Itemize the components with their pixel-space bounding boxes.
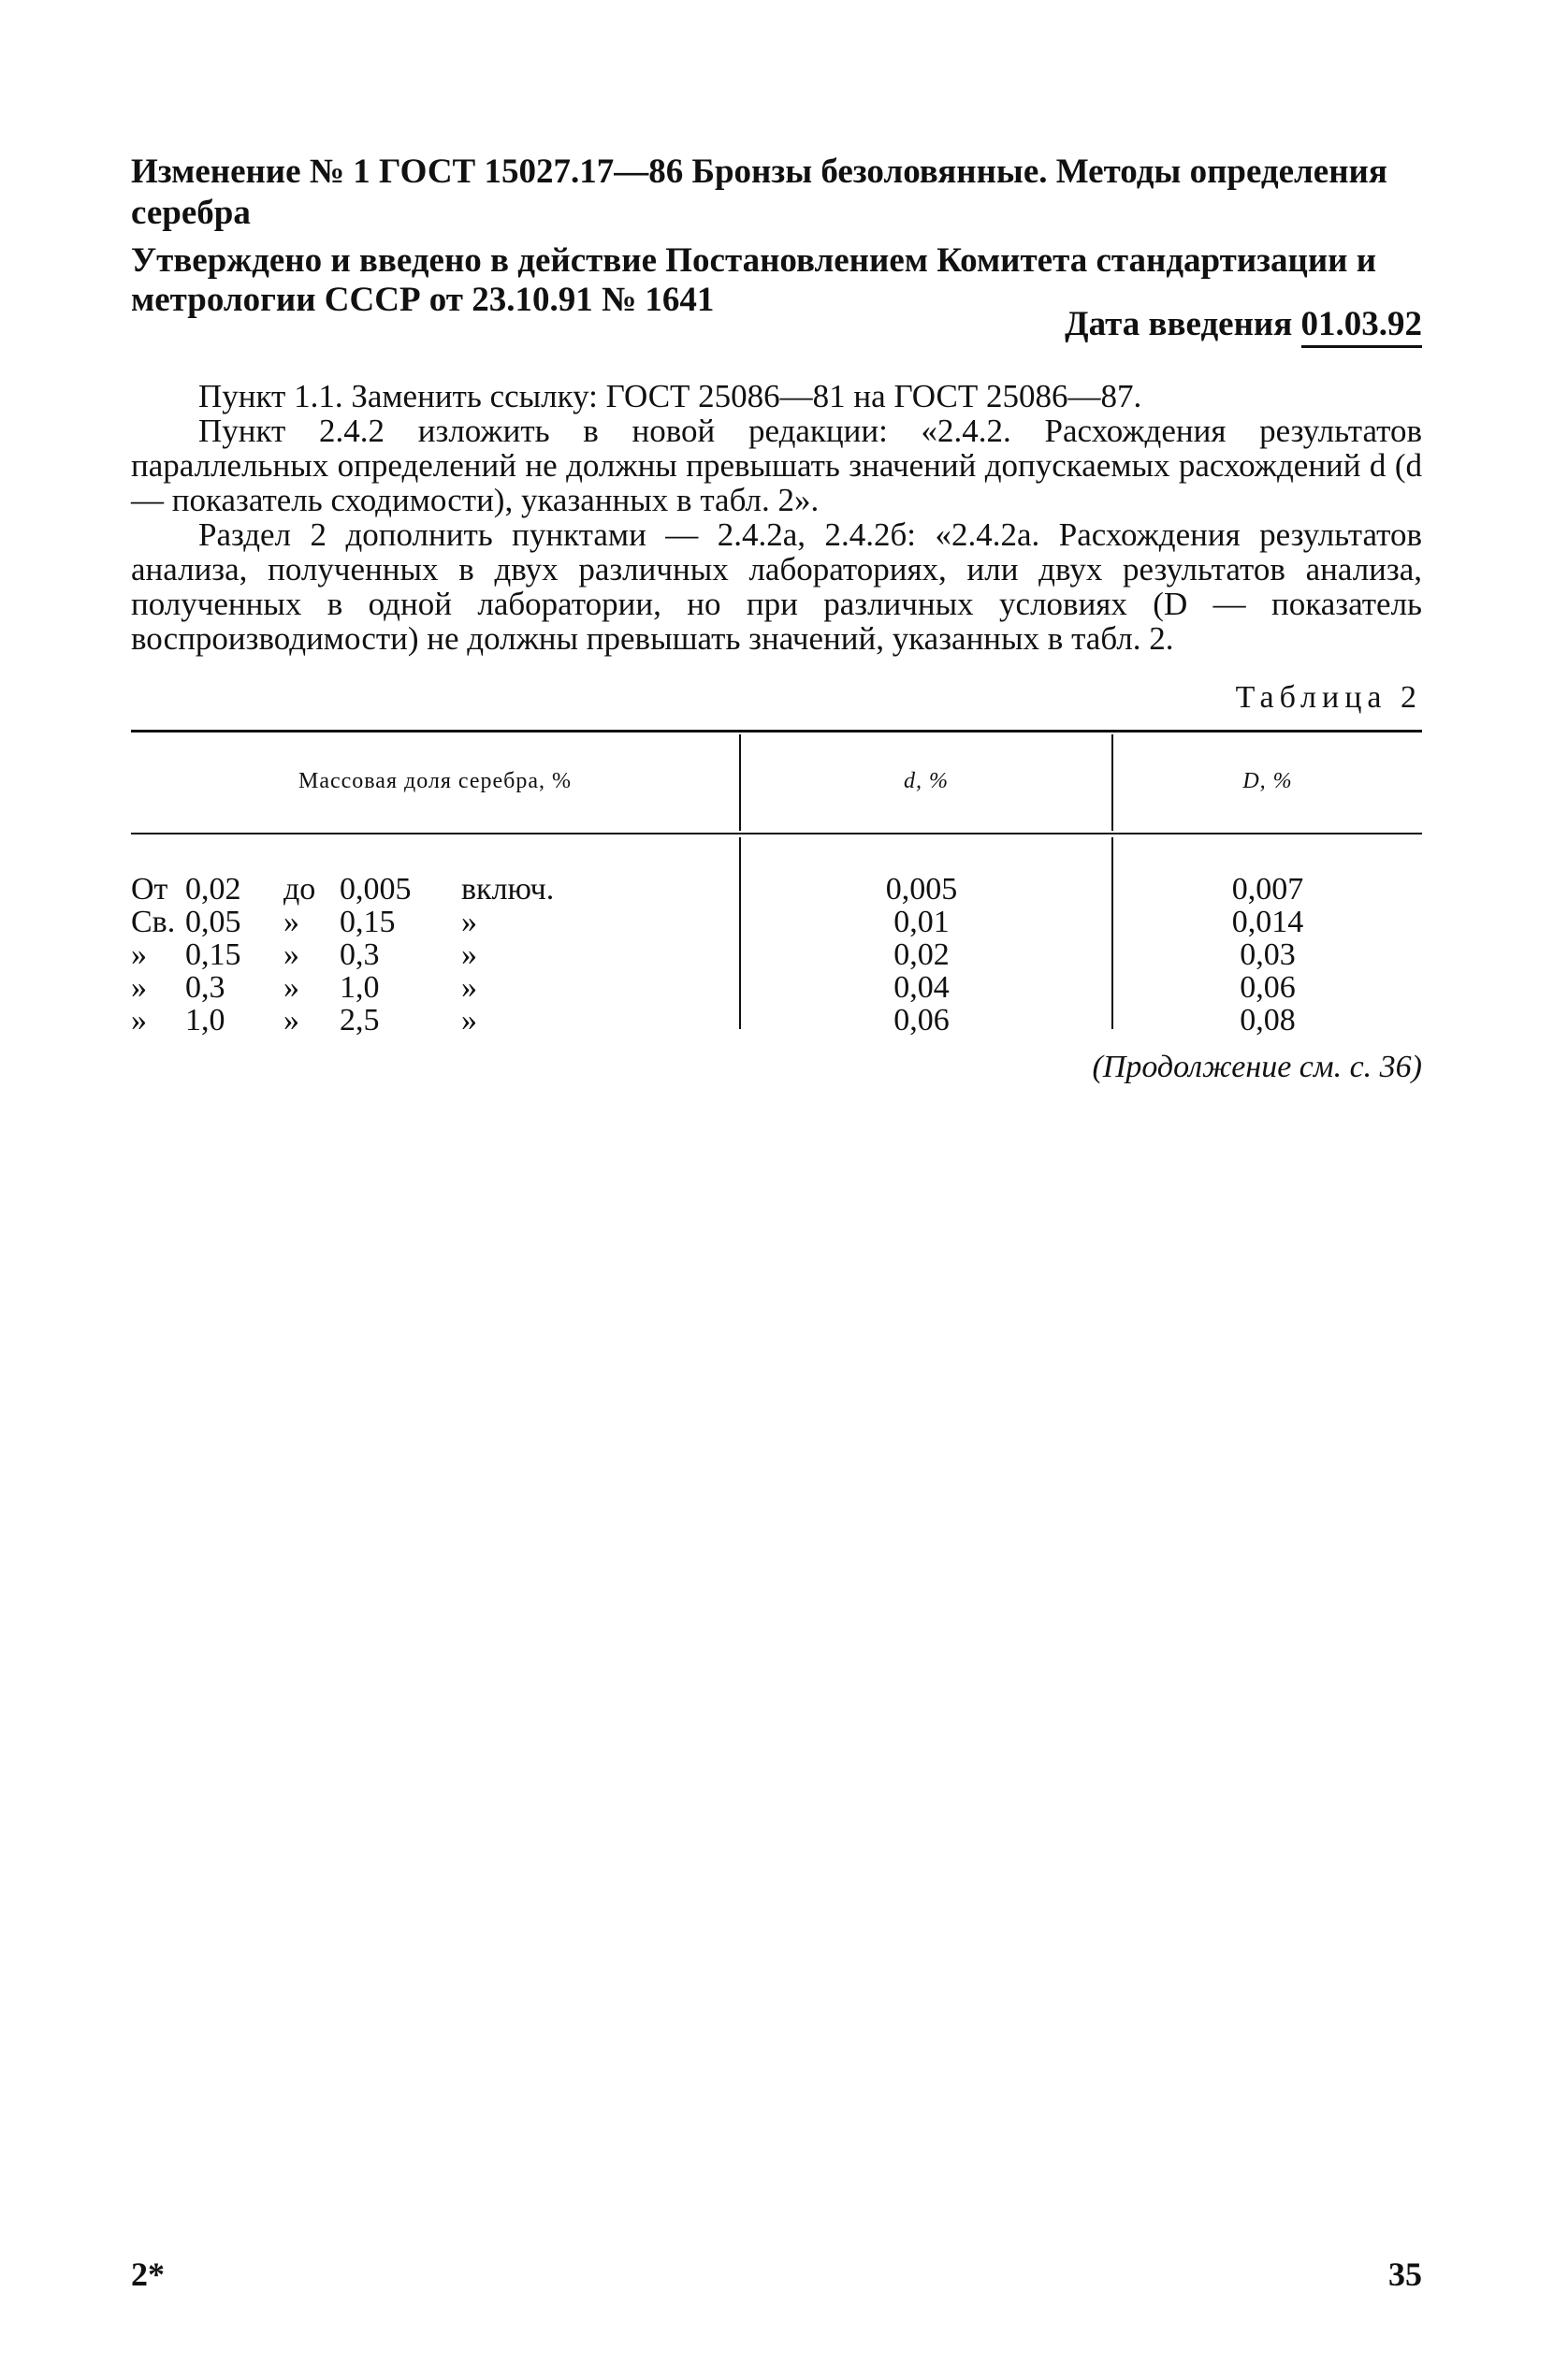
- range-sep: »: [283, 1003, 299, 1037]
- range-suffix: »: [461, 1003, 477, 1037]
- header-mass-fraction: Массовая доля серебра, %: [298, 769, 573, 793]
- table-top-rule: [131, 730, 1422, 733]
- range-from: 0,15: [185, 937, 241, 972]
- table-cell-D: 0,03: [1240, 937, 1296, 972]
- paragraph-3: Раздел 2 дополнить пунктами — 2.4.2а, 2.4.2б: «2.4.2а. Расхождения результатов анализа, полученных в двух различных лабораториях, или двух результатов анализа, полученных в одной лаборатории, но при различных условиях (D — показатель воспроизводимости) не должны превышать значений, указанных в табл. 2.: [131, 516, 1422, 657]
- range-sep: »: [283, 970, 299, 1005]
- table-cell-d: 0,06: [893, 1003, 950, 1037]
- range-from: 0,05: [185, 905, 241, 939]
- effective-date-value: 01.03.92: [1301, 305, 1423, 348]
- range-to: 0,15: [340, 905, 396, 939]
- table-row-range: [131, 907, 692, 938]
- range-suffix: »: [461, 937, 477, 972]
- document-title: Изменение № 1 ГОСТ 15027.17—86 Бронзы безоловянные. Методы определения серебра: [131, 152, 1387, 232]
- header-d: d, %: [904, 769, 949, 793]
- range-from: 1,0: [185, 1003, 225, 1037]
- table-row-range: [131, 1005, 692, 1037]
- range-to: 1,0: [340, 970, 380, 1005]
- table-cell-D: 0,08: [1240, 1003, 1296, 1037]
- amendment-body: [131, 379, 1422, 656]
- range-prefix: »: [131, 1003, 147, 1037]
- continuation-note: (Продолжение см. с. 36): [1092, 1050, 1422, 1084]
- range-sep: до: [283, 872, 316, 907]
- table-cell-D: 0,007: [1231, 872, 1304, 907]
- table-header-rule: [131, 833, 1422, 834]
- range-suffix: включ.: [461, 872, 555, 907]
- range-from: 0,02: [185, 872, 241, 907]
- page-number: 35: [1388, 2256, 1422, 2293]
- table-row-range: [131, 874, 692, 906]
- table-cell-d: 0,01: [893, 905, 950, 939]
- header-D: D, %: [1242, 769, 1293, 793]
- table-cell-D: 0,06: [1240, 970, 1296, 1005]
- range-sep: »: [283, 937, 299, 972]
- range-from: 0,3: [185, 970, 225, 1005]
- range-sep: »: [283, 905, 299, 939]
- paragraph-2: Пункт 2.4.2 изложить в новой редакции: «2.4.2. Расхождения результатов параллельных определений не должны превышать значений допускаемых расхождений d (d — показатель сходимости), указанных в табл. 2».: [131, 413, 1422, 518]
- paragraph-1: Пункт 1.1. Заменить ссылку: ГОСТ 25086—81 на ГОСТ 25086—87.: [198, 378, 1142, 414]
- table-cell-d: 0,005: [885, 872, 958, 907]
- range-suffix: »: [461, 905, 477, 939]
- range-to: 2,5: [340, 1003, 380, 1037]
- effective-date-label: Дата введения: [1065, 305, 1293, 343]
- range-prefix: От: [131, 872, 168, 907]
- effective-date: [131, 304, 1422, 345]
- table-cell-D: 0,014: [1231, 905, 1304, 939]
- table-row-range: [131, 972, 692, 1004]
- range-to: 0,005: [340, 872, 412, 907]
- table-cell-d: 0,02: [893, 937, 950, 972]
- table-row-range: [131, 939, 692, 971]
- table-label: Таблица 2: [1235, 680, 1422, 715]
- range-to: 0,3: [340, 937, 380, 972]
- range-prefix: »: [131, 970, 147, 1005]
- signature-mark: 2*: [131, 2256, 165, 2293]
- range-suffix: »: [461, 970, 477, 1005]
- range-prefix: Св.: [131, 905, 176, 939]
- approval-statement: Утверждено и введено в действие Постановлением Комитета стандартизации и метрологии СССР от 23.10.91 № 1641: [131, 241, 1377, 319]
- table-cell-d: 0,04: [893, 970, 950, 1005]
- range-prefix: »: [131, 937, 147, 972]
